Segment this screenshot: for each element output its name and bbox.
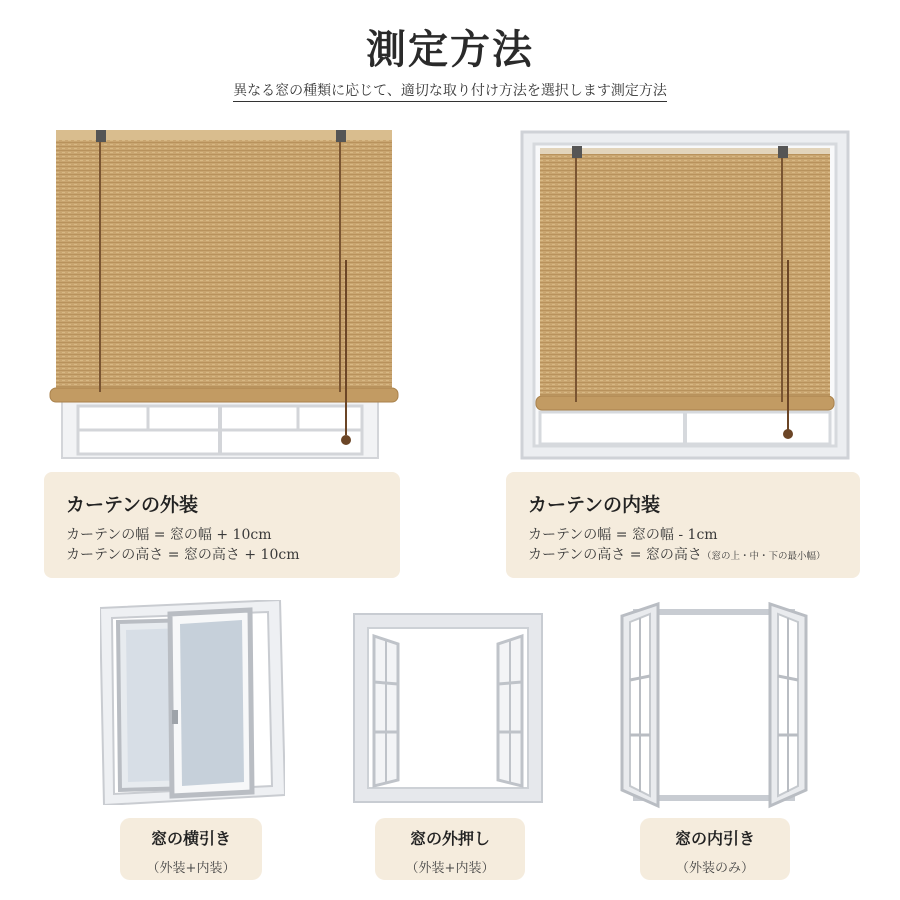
- sliding-window-icon: [100, 600, 285, 805]
- window-type-note: （外装のみ）: [675, 861, 754, 876]
- outside-mount-heading: カーテンの外装: [66, 494, 199, 516]
- outside-mount-blind-image: [48, 130, 400, 460]
- outside-mount-info: [44, 472, 400, 578]
- inside-mount-blind-image: [520, 130, 850, 460]
- window-type-outward: [375, 818, 525, 880]
- window-type-sliding: [120, 818, 262, 880]
- outside-mount-height-formula: カーテンの高さ = 窓の高さ + 10cm: [66, 547, 300, 563]
- page-title: 測定方法: [366, 26, 534, 73]
- window-type-inward: [640, 818, 790, 880]
- inside-mount-heading: カーテンの内装: [528, 494, 661, 516]
- inside-mount-height-text: カーテンの高さ = 窓の高さ: [528, 547, 702, 563]
- window-type-note: （外装+内装）: [146, 861, 236, 876]
- outward-casement-window-icon: [352, 612, 544, 804]
- inside-mount-width-formula: カーテンの幅 = 窓の幅 - 1cm: [528, 527, 718, 543]
- outside-mount-width-formula: カーテンの幅 = 窓の幅 + 10cm: [66, 527, 272, 543]
- inside-mount-info: [506, 472, 860, 578]
- window-type-note: （外装+内装）: [405, 861, 495, 876]
- inside-mount-height-note: （窓の上・中・下の最小幅）: [701, 551, 826, 562]
- subtitle-text: 異なる窓の種類に応じて、適切な取り付け方法を選択します測定方法: [233, 83, 667, 102]
- inside-mount-height-formula: [528, 545, 838, 567]
- window-type-name: 窓の外押し: [409, 829, 490, 848]
- inward-casement-window-icon: [618, 600, 810, 810]
- window-type-name: 窓の横引き: [150, 829, 231, 848]
- page-subtitle: [0, 80, 900, 100]
- window-type-name: 窓の内引き: [674, 829, 755, 848]
